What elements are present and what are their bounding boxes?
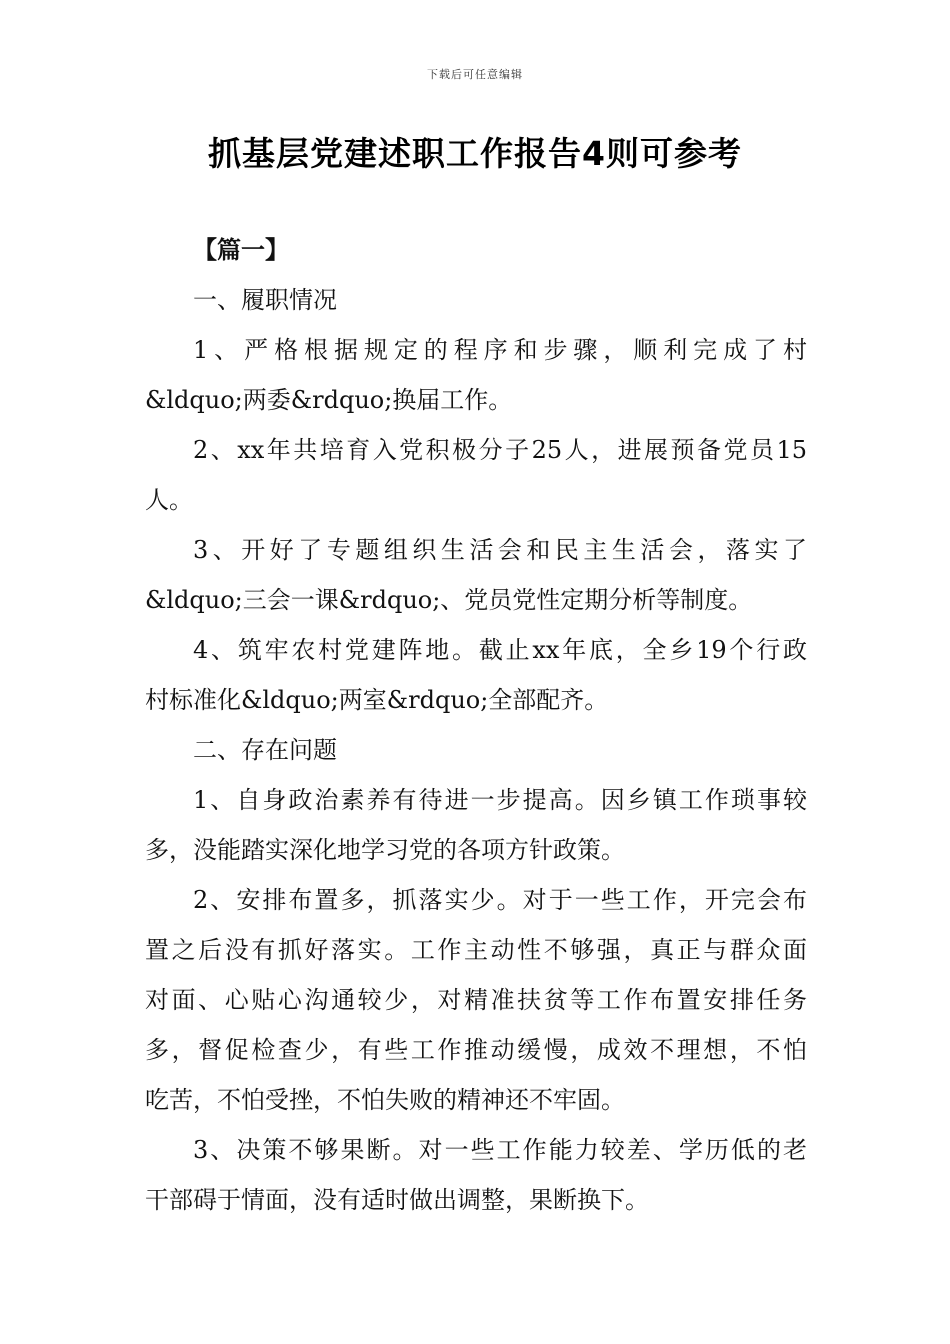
paragraph-line: 1、自身政治素养有待进一步提高。因乡镇工作琐事较 [193,786,807,814]
paragraph-line: 2、安排布置多，抓落实少。对于一些工作，开完会布 [193,886,807,914]
paragraph-line: 3、决策不够果断。对一些工作能力较差、学历低的老 [193,1136,807,1164]
document-title: 抓基层党建述职工作报告4则可参考 [208,134,742,173]
paragraph-line: 村标准化&ldquo;两室&rdquo;全部配齐。 [145,686,609,714]
paragraph-line: 4、筑牢农村党建阵地。截止xx年底，全乡19个行政 [193,636,807,664]
paragraph-line: 2、xx年共培育入党积极分子25人，进展预备党员15 [193,436,807,464]
paragraph-line: 干部碍于情面，没有适时做出调整，果断换下。 [145,1186,649,1214]
paragraph-line: 吃苦，不怕受挫，不怕失败的精神还不牢固。 [145,1086,625,1114]
paragraph-line: 多，没能踏实深化地学习党的各项方针政策。 [145,836,625,864]
heading: 一、履职情况 [193,286,337,314]
paragraph-line: 多，督促检查少，有些工作推动缓慢，成效不理想，不怕 [145,1036,807,1064]
paragraph-line: 人。 [145,486,193,514]
document-body [145,225,807,1225]
section-label: 【篇一】 [193,236,289,264]
paragraph-line: 1、严格根据规定的程序和步骤，顺利完成了村 [193,336,807,364]
paragraph-line: &ldquo;两委&rdquo;换届工作。 [145,386,513,414]
heading: 二、存在问题 [193,736,337,764]
paragraph-line: 3、开好了专题组织生活会和民主生活会，落实了 [193,536,807,564]
paragraph-line: 对面、心贴心沟通较少，对精准扶贫等工作布置安排任务 [145,986,807,1014]
header-note: 下载后可任意编辑 [427,68,523,81]
paragraph-line: 置之后没有抓好落实。工作主动性不够强，真正与群众面 [145,936,807,964]
paragraph-line: &ldquo;三会一课&rdquo;、党员党性定期分析等制度。 [145,586,753,614]
